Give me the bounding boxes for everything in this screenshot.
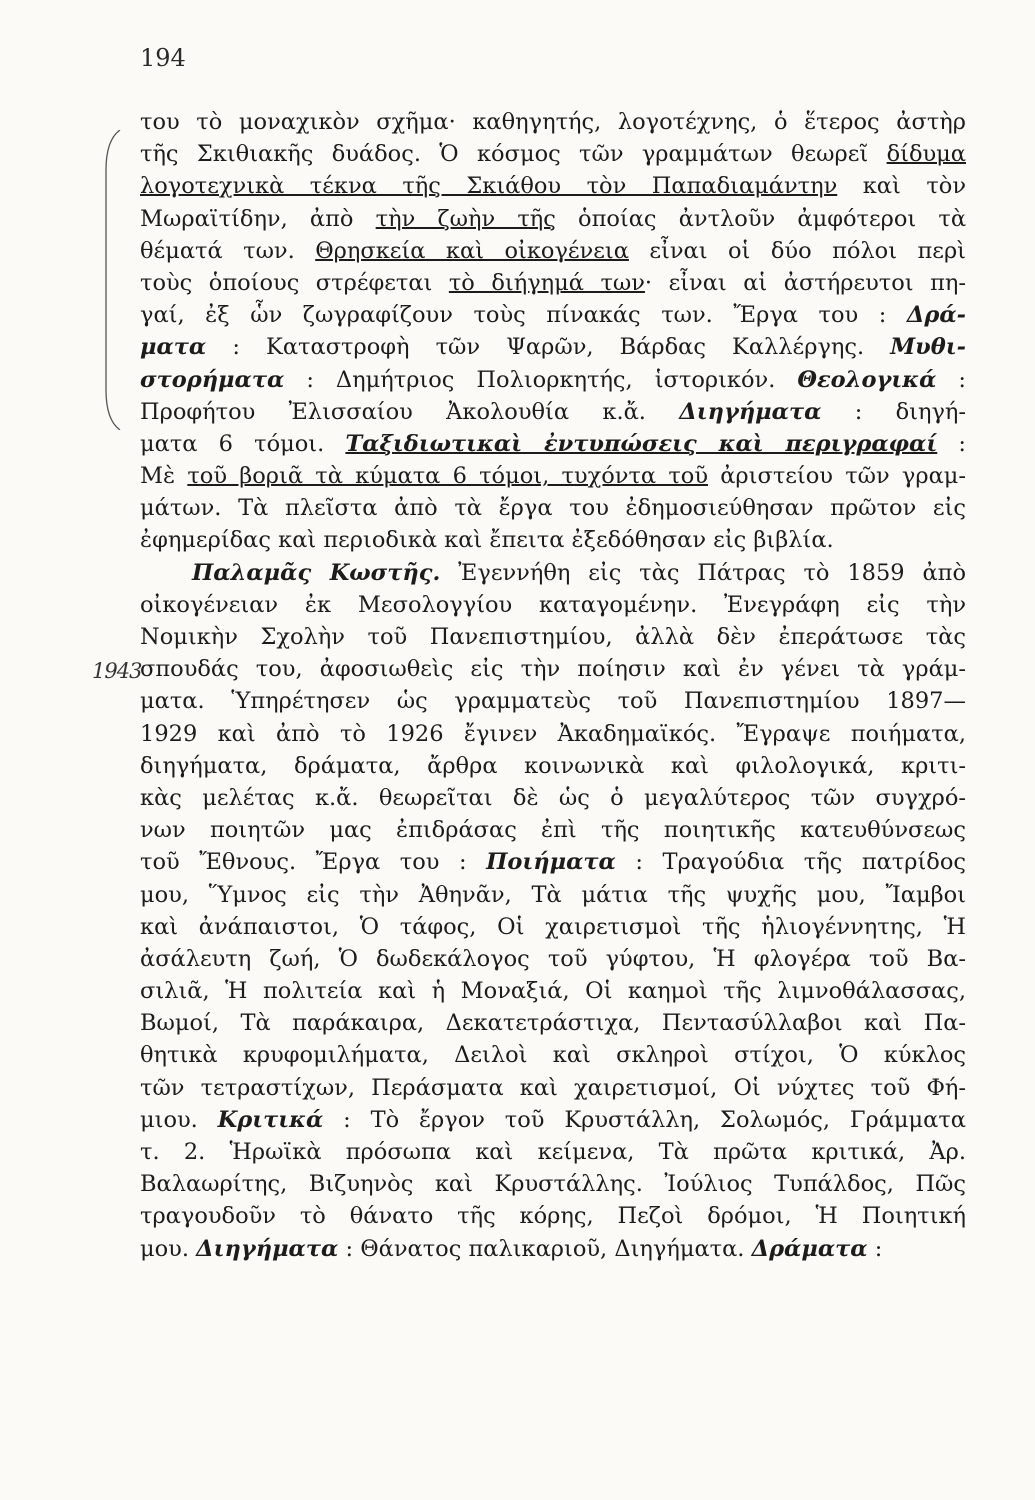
text-segment: Νομικὴν Σχολὴν τοῦ Πανεπιστημίου, ἀλλὰ δὲν ἐπεράτωσε τὰς <box>140 624 966 650</box>
text-line <box>140 750 966 782</box>
text-line <box>140 589 966 621</box>
text-line <box>140 685 966 717</box>
text-segment: Μυθι- <box>890 334 966 361</box>
text-line <box>140 1136 966 1168</box>
text-segment: Δρά- <box>906 302 966 329</box>
text-segment: τ. 2. Ἡρωϊκὰ πρόσωπα καὶ κείμενα, Τὰ πρῶτα κριτικά, Ἀρ. <box>140 1139 966 1165</box>
text-segment: ἀσάλευτη ζωή, Ὁ δωδεκάλογος τοῦ γύφτου, Ἡ φλογέρα τοῦ Βα- <box>140 945 966 972</box>
text-segment: Ἐγεννήθη εἰς τὰς Πάτρας τὸ 1859 ἀπὸ <box>440 559 966 586</box>
text-segment: τῆς Σκιθιακῆς δυάδος. Ὁ κόσμος τῶν γραμμάτων θεωρεῖ <box>140 141 887 168</box>
text-segment: Θρησκεία καὶ οἰκογένεια <box>315 237 629 264</box>
text-segment: μιου. <box>140 1106 218 1133</box>
text-segment: ματα. Ὑπηρέτησεν ὡς γραμματεὺς τοῦ Πανεπιστημίου 1897— <box>140 688 966 715</box>
text-segment: στορήματα <box>140 366 285 393</box>
text-segment: του τὸ μοναχικὸν σχῆμα· καθηγητής, λογοτέχνης, ὁ ἕτερος ἀστὴρ <box>140 109 966 135</box>
text-line <box>140 1104 966 1136</box>
text-segment: Δράματα <box>751 1235 868 1262</box>
text-line <box>140 557 966 589</box>
text-line <box>140 267 966 299</box>
text-segment: Προφήτου Ἐλισσαίου Ἀκολουθία κ.ἄ. <box>140 398 680 425</box>
text-segment: διηγήματα, δράματα, ἄρθρα κοινωνικὰ καὶ φιλολογικά, κριτι- <box>140 752 966 779</box>
text-line <box>140 1007 966 1039</box>
text-segment: κὰς μελέτας κ.ἄ. θεωρεῖται δὲ ὡς ὁ μεγαλύτερος τῶν συγχρό- <box>140 784 966 811</box>
text-segment: : <box>937 430 966 457</box>
text-segment: δίδυμα <box>886 141 966 168</box>
text-segment: Παλαμᾶς Κωστῆς. <box>192 559 441 586</box>
text-segment: Βαλαωρίτης, Βιζυηνὸς καὶ Κρυστάλλης. Ἰούλιος Τυπάλδος, Πῶς <box>140 1171 966 1198</box>
text-segment: Κριτικά <box>217 1106 324 1133</box>
text-segment: Βωμοί, Τὰ παράκαιρα, Δεκατετράστιχα, Πεντασύλλαβοι καὶ Πα- <box>140 1010 966 1037</box>
text-segment: : διηγή- <box>821 398 967 425</box>
text-segment: Ταξιδιωτικαὶ ἐντυπώσεις καὶ περιγραφαί <box>345 430 938 457</box>
text-line <box>140 428 966 460</box>
text-line <box>140 718 966 750</box>
text-segment: : Τὸ ἔργον τοῦ Κρυστάλλη, Σολωμός, Γράμματα <box>323 1106 966 1133</box>
text-line <box>140 364 966 396</box>
text-segment: τοῦ βοριᾶ τὰ κύματα 6 τόμοι, τυχόντα τοῦ <box>187 463 708 490</box>
text-segment: μου. <box>140 1235 197 1262</box>
text-segment: θέματά των. <box>140 237 316 264</box>
text-segment: ἐφημερίδας καὶ περιοδικὰ καὶ ἔπειτα ἐξεδόθησαν εἰς βιβλία. <box>140 527 834 554</box>
text-segment: τῶν τετραστίχων, Περάσματα καὶ χαιρετισμοί, Οἱ νύχτες τοῦ Φή- <box>140 1074 966 1101</box>
text-line <box>140 1233 966 1265</box>
page-number: 194 <box>140 44 186 72</box>
text-line <box>140 1200 966 1232</box>
text-line <box>140 524 966 556</box>
text-segment: καὶ τὸν <box>837 173 966 200</box>
text-line <box>140 1039 966 1071</box>
text-segment: σιλιᾶ, Ἡ πολιτεία καὶ ἡ Μοναξιά, Οἱ καημοὶ τῆς λιμνοθάλασσας, <box>140 978 966 1005</box>
text-line <box>140 138 966 170</box>
text-segment: εἶναι οἱ δύο πόλοι περὶ <box>628 237 966 264</box>
text-segment: μου, Ὕμνος εἰς τὴν Ἀθηνᾶν, Τὰ μάτια τῆς ψυχῆς μου, Ἴαμβοι <box>140 881 966 908</box>
text-line <box>140 879 966 911</box>
text-segment: νων ποιητῶν μας ἐπιδράσας ἐπὶ τῆς ποιητικῆς κατευθύνσεως <box>140 817 966 844</box>
text-segment: : <box>936 366 966 393</box>
text-line <box>140 1072 966 1104</box>
text-segment: σπουδάς του, ἀφοσιωθεὶς εἰς τὴν ποίησιν καὶ ἐν γένει τὰ γράμ- <box>140 656 966 683</box>
text-segment: : <box>867 1235 883 1262</box>
text-segment: ἀριστείου τῶν γραμ- <box>708 463 967 490</box>
text-segment: μάτων. Τὰ πλεῖστα ἀπὸ τὰ ἔργα του ἐδημοσιεύθησαν πρῶτον εἰς <box>140 495 966 522</box>
text-segment: ὁποίας ἀντλοῦν ἀμφότεροι τὰ <box>555 205 967 232</box>
text-line <box>140 1168 966 1200</box>
text-segment: Ποιήματα <box>486 849 616 876</box>
text-line <box>140 846 966 878</box>
text-segment: Θεολογικά <box>797 366 937 393</box>
text-segment: τοὺς ὁποίους στρέφεται <box>140 269 449 296</box>
text-segment: Μωραϊτίδην, ἀπὸ <box>140 205 376 232</box>
text-line <box>140 106 966 138</box>
text-body <box>140 106 966 1265</box>
text-line <box>140 235 966 267</box>
margin-bracket-mark <box>100 130 122 430</box>
text-segment: θητικὰ κρυφομιλήματα, Δειλοὶ καὶ σκληροὶ στίχοι, Ὁ κύκλος <box>140 1042 966 1069</box>
text-segment: : Καταστροφὴ τῶν Ψαρῶν, Βάρδας Καλλέργης. <box>206 334 891 361</box>
text-segment: Διηγήματα <box>196 1235 339 1262</box>
text-line <box>140 331 966 363</box>
text-line <box>140 975 966 1007</box>
text-line <box>140 460 966 492</box>
text-segment: οἰκογένειαν ἐκ Μεσολογγίου καταγομένην. Ἐνεγράφη εἰς τὴν <box>140 591 966 618</box>
text-segment: τραγουδοῦν τὸ θάνατο τῆς κόρης, Πεζοὶ δρόμοι, Ἡ Ποιητική <box>140 1203 966 1230</box>
text-segment: λογοτεχνικὰ τέκνα τῆς Σκιάθου τὸν Παπαδιαμάντην <box>140 173 838 200</box>
text-line <box>140 814 966 846</box>
text-line <box>140 911 966 943</box>
text-segment: : Θάνατος παλικαριοῦ, Διηγήματα. <box>338 1235 752 1262</box>
text-line <box>140 396 966 428</box>
text-segment: ματα 6 τόμοι. <box>140 430 346 457</box>
text-segment: Διηγήματα <box>679 398 822 425</box>
text-segment: Μὲ <box>140 463 188 490</box>
text-segment: τὸ διήγημά των <box>448 269 645 296</box>
text-line <box>140 492 966 524</box>
text-line <box>140 782 966 814</box>
margin-note-handwritten: 1943 <box>92 659 142 683</box>
text-segment: ματα <box>140 334 207 361</box>
text-segment: καὶ ἀνάπαιστοι, Ὁ τάφος, Οἱ χαιρετισμοὶ τῆς ἡλιογέννητης, Ἡ <box>140 913 966 940</box>
text-segment: · εἶναι αἱ ἀστήρευτοι πη- <box>644 269 966 296</box>
text-segment: τοῦ Ἔθνους. Ἔργα του : <box>140 849 487 876</box>
text-segment: τὴν ζωὴν τῆς <box>375 205 556 232</box>
text-segment: 1929 καὶ ἀπὸ τὸ 1926 ἔγινεν Ἀκαδημαϊκός. Ἔγραψε ποιήματα, <box>140 720 966 747</box>
text-line <box>140 299 966 331</box>
text-line <box>140 170 966 202</box>
text-segment: : Τραγούδια τῆς πατρίδος <box>615 849 966 876</box>
text-line <box>140 621 966 653</box>
text-line <box>140 943 966 975</box>
text-segment: : Δημήτριος Πολιορκητής, ἱστορικόν. <box>284 366 798 393</box>
text-segment: γαί, ἐξ ὧν ζωγραφίζουν τοὺς πίνακάς των. Ἔργα του : <box>140 302 907 329</box>
text-line <box>140 203 966 235</box>
text-line <box>140 653 966 685</box>
